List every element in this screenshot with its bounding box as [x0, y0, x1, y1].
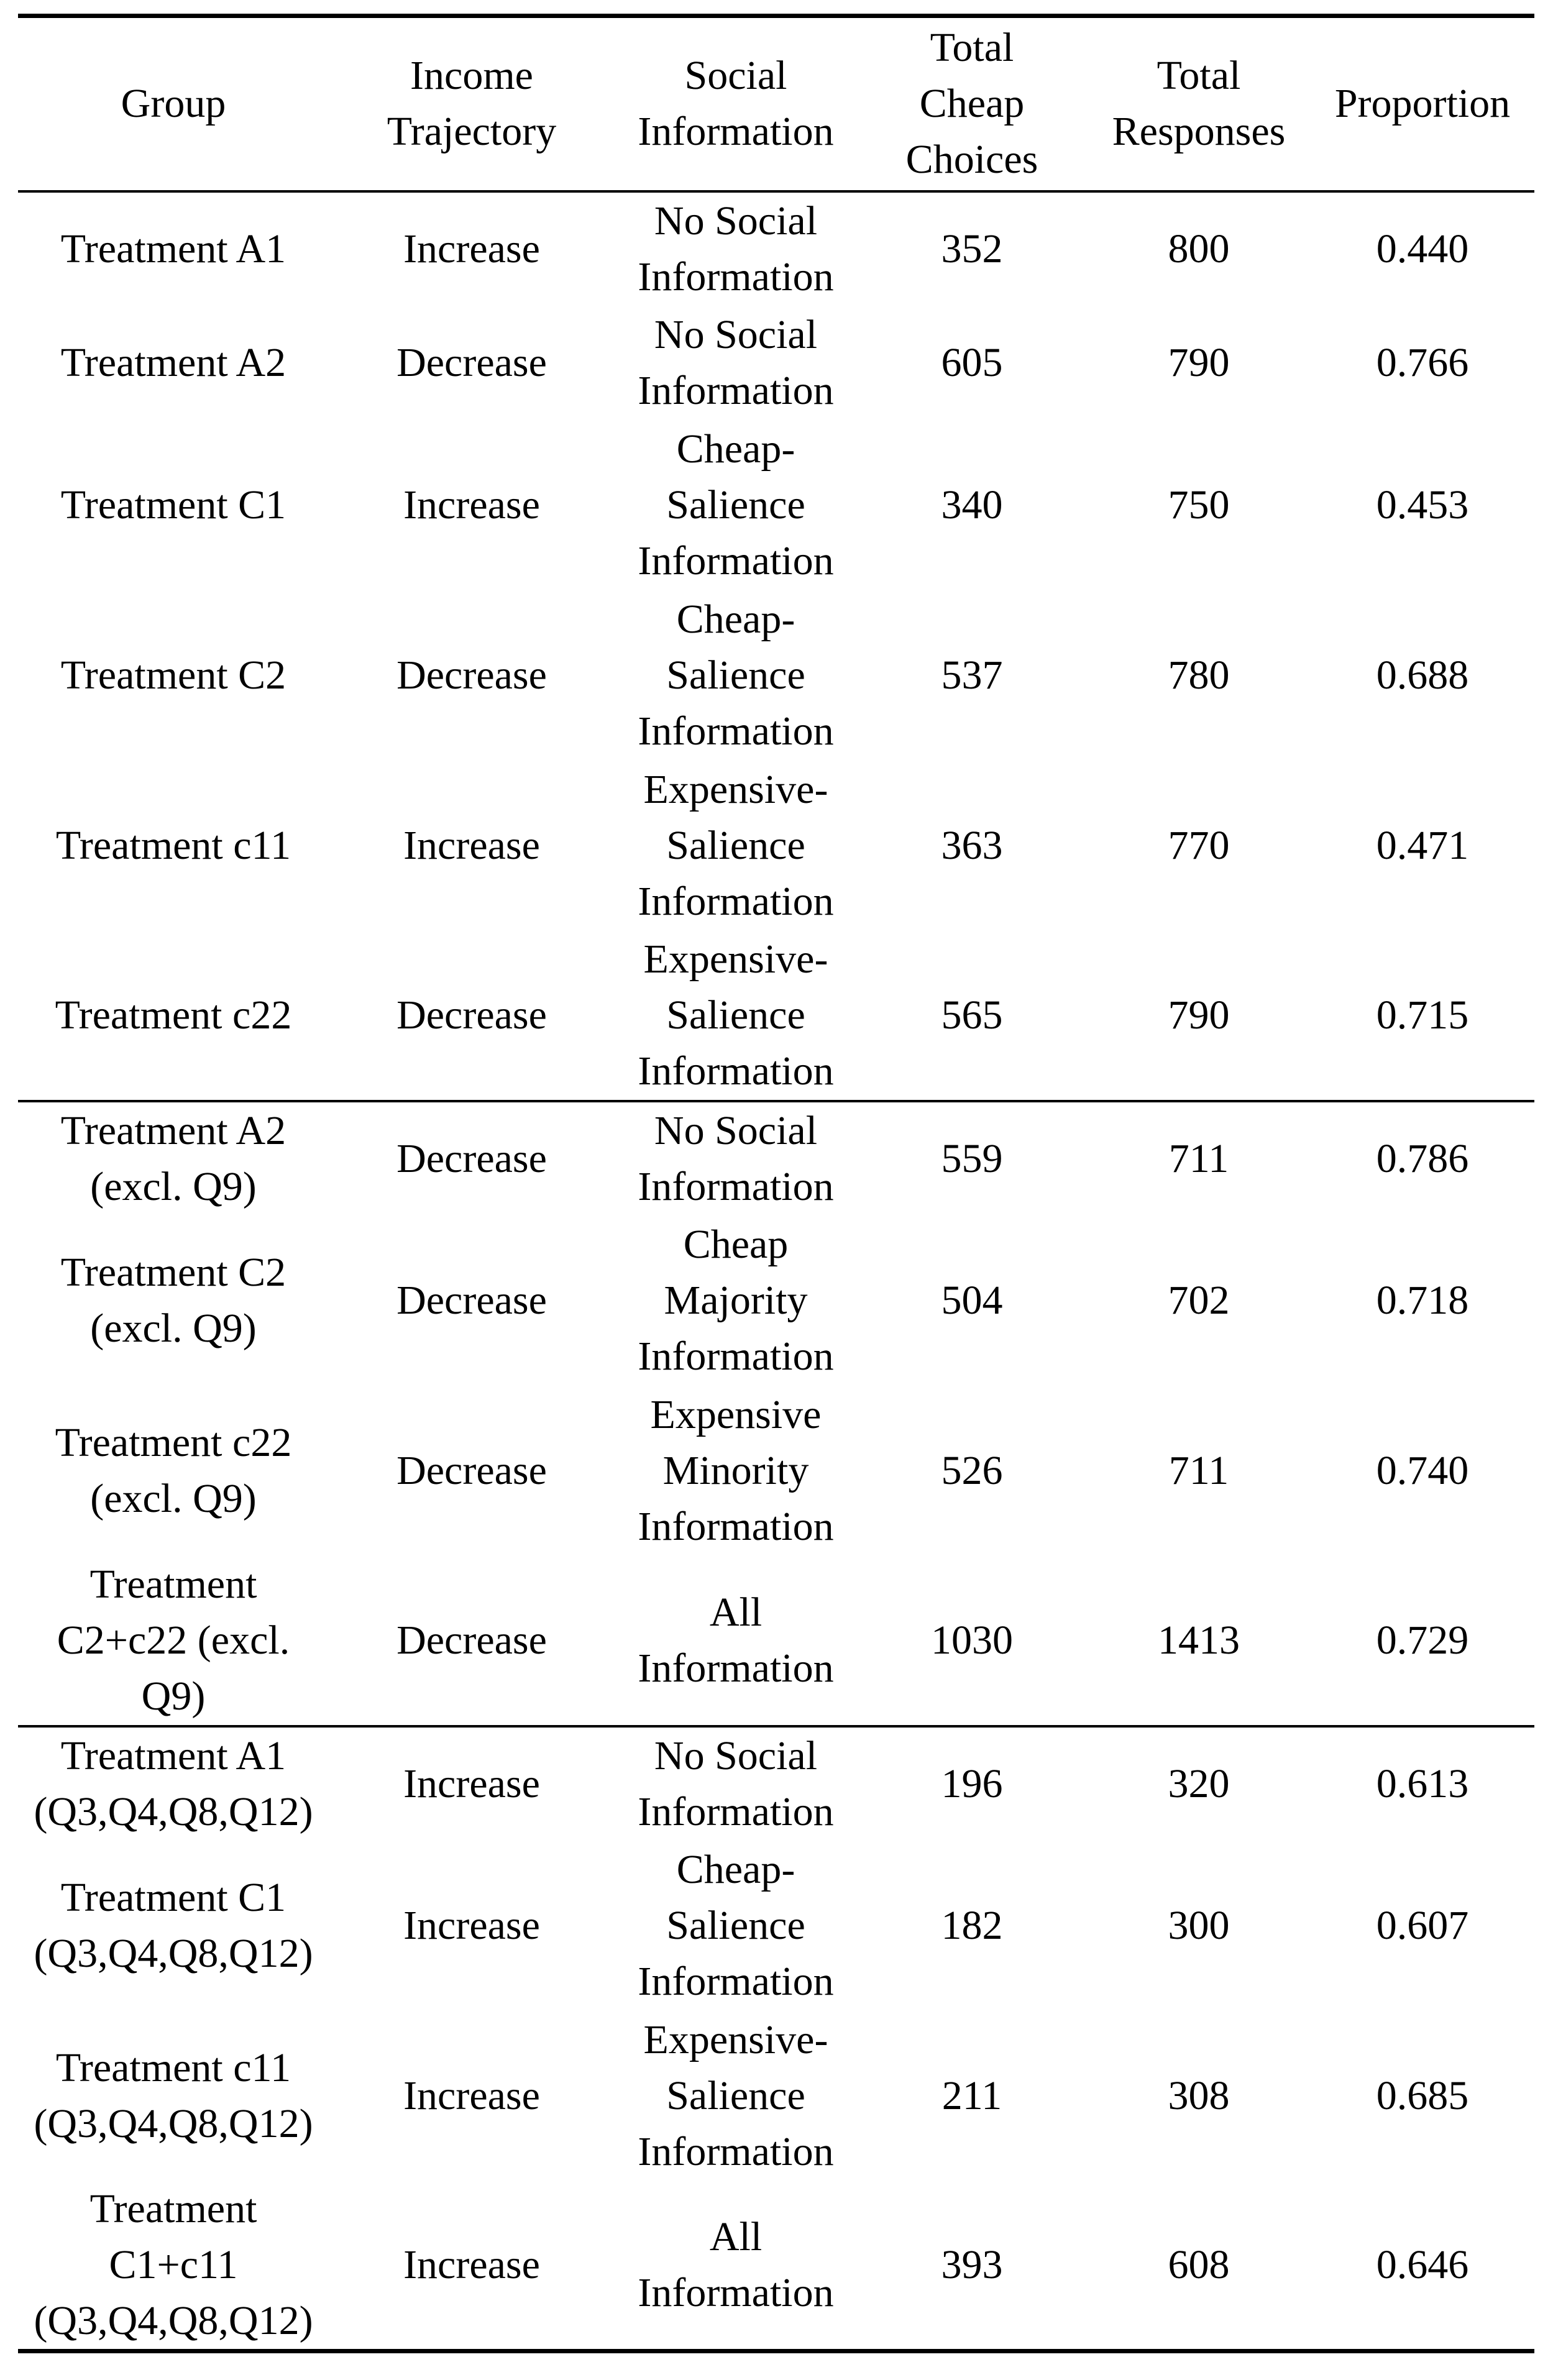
- cell-proportion: 0.453: [1376, 482, 1469, 528]
- cell-income-trajectory: Increase: [329, 1726, 615, 1841]
- cell-total-responses: 800: [1168, 226, 1230, 272]
- cell-group: Treatment c22 (excl. Q9): [55, 1419, 292, 1521]
- cell-social-information: All Information: [615, 2181, 857, 2351]
- results-table-container: [18, 14, 1534, 2353]
- cell-income-trajectory: Increase: [403, 822, 540, 868]
- cell-proportion: 0.740: [1376, 1447, 1469, 1493]
- cell-total-responses: 790: [1168, 992, 1230, 1038]
- cell-group: Treatment c11: [55, 822, 291, 868]
- cell-total-cheap-choices: 559: [857, 1101, 1087, 1215]
- table-row: [18, 590, 1534, 761]
- cell-social-information: Expensive- Salience Information: [638, 2016, 834, 2174]
- cell-total-cheap-choices: 537: [941, 652, 1003, 698]
- cell-total-cheap-choices: 504: [941, 1277, 1003, 1323]
- table-row: [18, 1101, 1534, 1215]
- cell-group: Treatment c22: [55, 992, 292, 1038]
- table-row: [18, 1726, 1534, 1841]
- cell-proportion: 0.471: [1376, 822, 1469, 868]
- table-row: [18, 1215, 1534, 1386]
- cell-total-responses: 780: [1168, 652, 1230, 698]
- cell-income-trajectory: Decrease: [396, 1617, 547, 1663]
- cell-income-trajectory: Decrease: [329, 1101, 615, 1215]
- table-header: [18, 16, 1534, 191]
- cell-social-information: No Social Information: [615, 1726, 857, 1841]
- cell-proportion: 0.718: [1376, 1277, 1469, 1323]
- header-total-cheap-choices-label: Total Cheap Choices: [905, 25, 1038, 183]
- cell-total-cheap-choices: 1030: [931, 1617, 1013, 1663]
- table-row: [18, 931, 1534, 1101]
- cell-group: Treatment C1+c11 (Q3,Q4,Q8,Q12): [18, 2181, 329, 2351]
- cell-proportion: 0.715: [1376, 992, 1469, 1038]
- cell-social-information: Cheap Majority Information: [638, 1221, 834, 1379]
- cell-group: Treatment C2 (excl. Q9): [60, 1249, 286, 1351]
- table-row: [18, 1556, 1534, 1726]
- cell-total-cheap-choices: 605: [941, 339, 1003, 385]
- header-group-label: Group: [121, 81, 226, 127]
- cell-group: Treatment A1: [60, 226, 286, 272]
- cell-proportion: 0.685: [1376, 2072, 1469, 2118]
- cell-total-cheap-choices: 196: [857, 1726, 1087, 1841]
- cell-total-responses: 320: [1087, 1726, 1311, 1841]
- cell-group: Treatment c11 (Q3,Q4,Q8,Q12): [34, 2044, 313, 2146]
- cell-total-cheap-choices: 565: [941, 992, 1003, 1038]
- table-row: [18, 420, 1534, 590]
- cell-total-responses: 308: [1168, 2072, 1230, 2118]
- cell-total-cheap-choices: 211: [941, 2072, 1002, 2118]
- header-total-cheap-choices: [857, 16, 1087, 191]
- header-social-information: [615, 16, 857, 191]
- cell-income-trajectory: Decrease: [396, 652, 547, 698]
- cell-total-responses: 770: [1168, 822, 1230, 868]
- cell-total-cheap-choices: 340: [941, 482, 1003, 528]
- table-row: [18, 2011, 1534, 2181]
- cell-income-trajectory: Decrease: [396, 992, 547, 1038]
- cell-social-information: Expensive Minority Information: [638, 1391, 834, 1549]
- cell-social-information: Expensive- Salience Information: [638, 936, 834, 1094]
- cell-total-responses: 790: [1168, 339, 1230, 385]
- cell-group: Treatment A2 (excl. Q9): [18, 1101, 329, 1215]
- cell-income-trajectory: Increase: [403, 2072, 540, 2118]
- cell-income-trajectory: Increase: [403, 1902, 540, 1948]
- cell-proportion: 0.613: [1311, 1726, 1534, 1841]
- cell-proportion: 0.786: [1311, 1101, 1534, 1215]
- cell-group: Treatment C1 (Q3,Q4,Q8,Q12): [34, 1874, 313, 1976]
- table-row: [18, 191, 1534, 306]
- cell-proportion: 0.729: [1376, 1617, 1469, 1663]
- cell-social-information: Cheap- Salience Information: [638, 596, 834, 754]
- table-row: [18, 2181, 1534, 2351]
- header-income-trajectory: [329, 16, 615, 191]
- header-group: [18, 16, 329, 191]
- cell-proportion: 0.440: [1376, 226, 1469, 272]
- cell-proportion: 0.766: [1376, 339, 1469, 385]
- cell-total-responses: 711: [1087, 1101, 1311, 1215]
- cell-income-trajectory: Decrease: [396, 1277, 547, 1323]
- cell-income-trajectory: Increase: [403, 482, 540, 528]
- cell-social-information: No Social Information: [638, 198, 834, 300]
- cell-total-responses: 702: [1168, 1277, 1230, 1323]
- cell-social-information: No Social Information: [615, 1101, 857, 1215]
- cell-total-responses: 300: [1168, 1902, 1230, 1948]
- table-row: [18, 761, 1534, 931]
- cell-total-responses: 750: [1168, 482, 1230, 528]
- cell-total-cheap-choices: 393: [857, 2181, 1087, 2351]
- cell-total-responses: 608: [1087, 2181, 1311, 2351]
- cell-social-information: All Information: [638, 1589, 834, 1691]
- cell-social-information: Cheap- Salience Information: [638, 426, 834, 584]
- cell-income-trajectory: Increase: [329, 2181, 615, 2351]
- table-row: [18, 1841, 1534, 2011]
- cell-group: Treatment C2: [60, 652, 286, 698]
- cell-group: Treatment C1: [60, 482, 286, 528]
- cell-total-cheap-choices: 352: [941, 226, 1003, 272]
- results-table: [18, 14, 1534, 2353]
- cell-total-cheap-choices: 363: [941, 822, 1003, 868]
- table-row: [18, 306, 1534, 420]
- table-row: [18, 1386, 1534, 1556]
- cell-total-cheap-choices: 182: [941, 1902, 1003, 1948]
- header-row: [18, 16, 1534, 191]
- cell-proportion: 0.688: [1376, 652, 1469, 698]
- cell-social-information: Expensive- Salience Information: [638, 766, 834, 924]
- cell-total-responses: 1413: [1158, 1617, 1240, 1663]
- header-total-responses-label: Total Responses: [1112, 53, 1286, 155]
- header-social-information-label: Social Information: [638, 53, 834, 155]
- cell-income-trajectory: Decrease: [396, 339, 547, 385]
- cell-group: Treatment C2+c22 (excl. Q9): [57, 1561, 290, 1719]
- cell-total-cheap-choices: 526: [941, 1447, 1003, 1493]
- cell-social-information: No Social Information: [638, 311, 834, 413]
- cell-social-information: Cheap- Salience Information: [638, 1846, 834, 2004]
- header-proportion-label: Proportion: [1334, 81, 1511, 127]
- cell-income-trajectory: Increase: [403, 226, 540, 272]
- cell-income-trajectory: Decrease: [396, 1447, 547, 1493]
- cell-group: Treatment A2: [60, 339, 286, 385]
- table-body: [18, 191, 1534, 2351]
- cell-group: Treatment A1 (Q3,Q4,Q8,Q12): [18, 1726, 329, 1841]
- cell-proportion: 0.646: [1311, 2181, 1534, 2351]
- cell-total-responses: 711: [1168, 1447, 1229, 1493]
- header-total-responses: [1087, 16, 1311, 191]
- header-proportion: [1311, 16, 1534, 191]
- header-income-trajectory-label: Income Trajectory: [387, 53, 557, 155]
- cell-proportion: 0.607: [1376, 1902, 1469, 1948]
